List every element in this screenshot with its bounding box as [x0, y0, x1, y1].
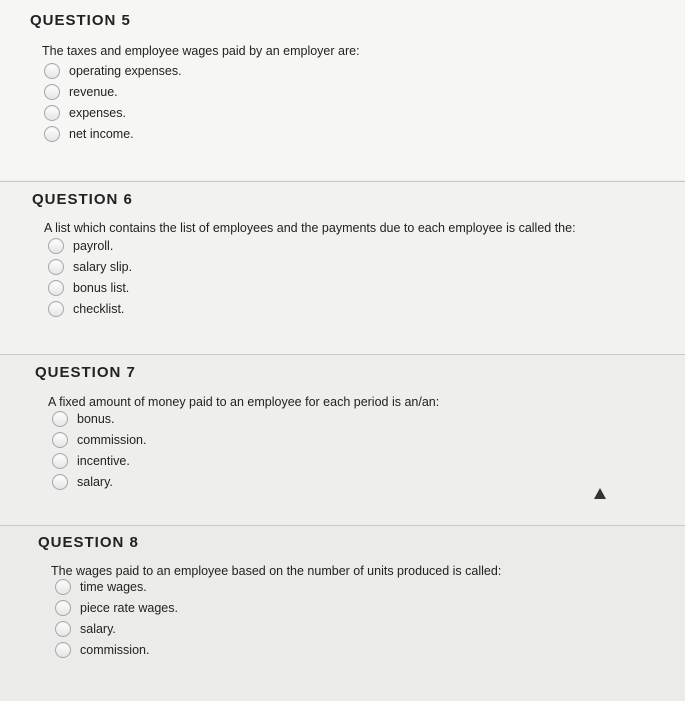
radio-button[interactable] [48, 259, 64, 275]
question-6-section [0, 181, 685, 354]
option-label: salary slip. [73, 259, 133, 274]
answer-option[interactable] [48, 277, 132, 298]
radio-button[interactable] [55, 579, 71, 595]
answer-option[interactable] [55, 597, 178, 618]
option-label: salary. [77, 474, 113, 489]
answer-options [55, 576, 178, 660]
mouse-cursor-icon [594, 488, 606, 499]
option-label: operating expenses. [69, 63, 182, 78]
option-label: commission. [77, 432, 147, 447]
option-label: bonus list. [73, 280, 130, 295]
option-label: revenue. [69, 84, 118, 99]
option-label: expenses. [69, 105, 126, 120]
answer-option[interactable] [55, 639, 178, 660]
answer-option[interactable] [52, 429, 146, 450]
answer-option[interactable] [44, 123, 182, 144]
radio-button[interactable] [52, 411, 68, 427]
question-5-section [0, 0, 685, 180]
option-label: piece rate wages. [80, 600, 178, 615]
option-label: payroll. [73, 238, 114, 253]
radio-button[interactable] [44, 126, 60, 142]
answer-option[interactable] [52, 471, 146, 492]
option-label: bonus. [77, 411, 115, 426]
radio-button[interactable] [44, 105, 60, 121]
radio-button[interactable] [48, 238, 64, 254]
answer-options [44, 60, 182, 144]
option-label: time wages. [80, 579, 147, 594]
answer-options [52, 408, 146, 492]
option-label: salary. [80, 621, 116, 636]
answer-option[interactable] [44, 81, 182, 102]
question-7-section [0, 354, 685, 525]
question-text: The taxes and employee wages paid by an employer are: [42, 44, 360, 58]
radio-button[interactable] [55, 621, 71, 637]
answer-options [48, 235, 132, 319]
question-header: QUESTION 7 [35, 364, 136, 381]
radio-button[interactable] [52, 474, 68, 490]
radio-button[interactable] [48, 301, 64, 317]
radio-button[interactable] [52, 453, 68, 469]
option-label: commission. [80, 642, 150, 657]
radio-button[interactable] [48, 280, 64, 296]
radio-button[interactable] [55, 600, 71, 616]
answer-option[interactable] [52, 408, 146, 429]
radio-button[interactable] [55, 642, 71, 658]
answer-option[interactable] [44, 60, 182, 81]
question-text: A fixed amount of money paid to an employee for each period is an/an: [48, 395, 440, 409]
answer-option[interactable] [44, 102, 182, 123]
question-header: QUESTION 6 [32, 191, 133, 208]
question-text: The wages paid to an employee based on the number of units produced is called: [51, 564, 502, 578]
answer-option[interactable] [52, 450, 146, 471]
question-header: QUESTION 5 [30, 12, 131, 29]
answer-option[interactable] [48, 298, 132, 319]
question-8-section [0, 525, 685, 701]
radio-button[interactable] [52, 432, 68, 448]
radio-button[interactable] [44, 63, 60, 79]
answer-option[interactable] [48, 256, 132, 277]
question-header: QUESTION 8 [38, 534, 139, 551]
option-label: checklist. [73, 301, 125, 316]
option-label: net income. [69, 126, 134, 141]
answer-option[interactable] [55, 576, 178, 597]
question-text: A list which contains the list of employees and the payments due to each employee is called the: [44, 221, 576, 235]
answer-option[interactable] [55, 618, 178, 639]
radio-button[interactable] [44, 84, 60, 100]
answer-option[interactable] [48, 235, 132, 256]
option-label: incentive. [77, 453, 130, 468]
